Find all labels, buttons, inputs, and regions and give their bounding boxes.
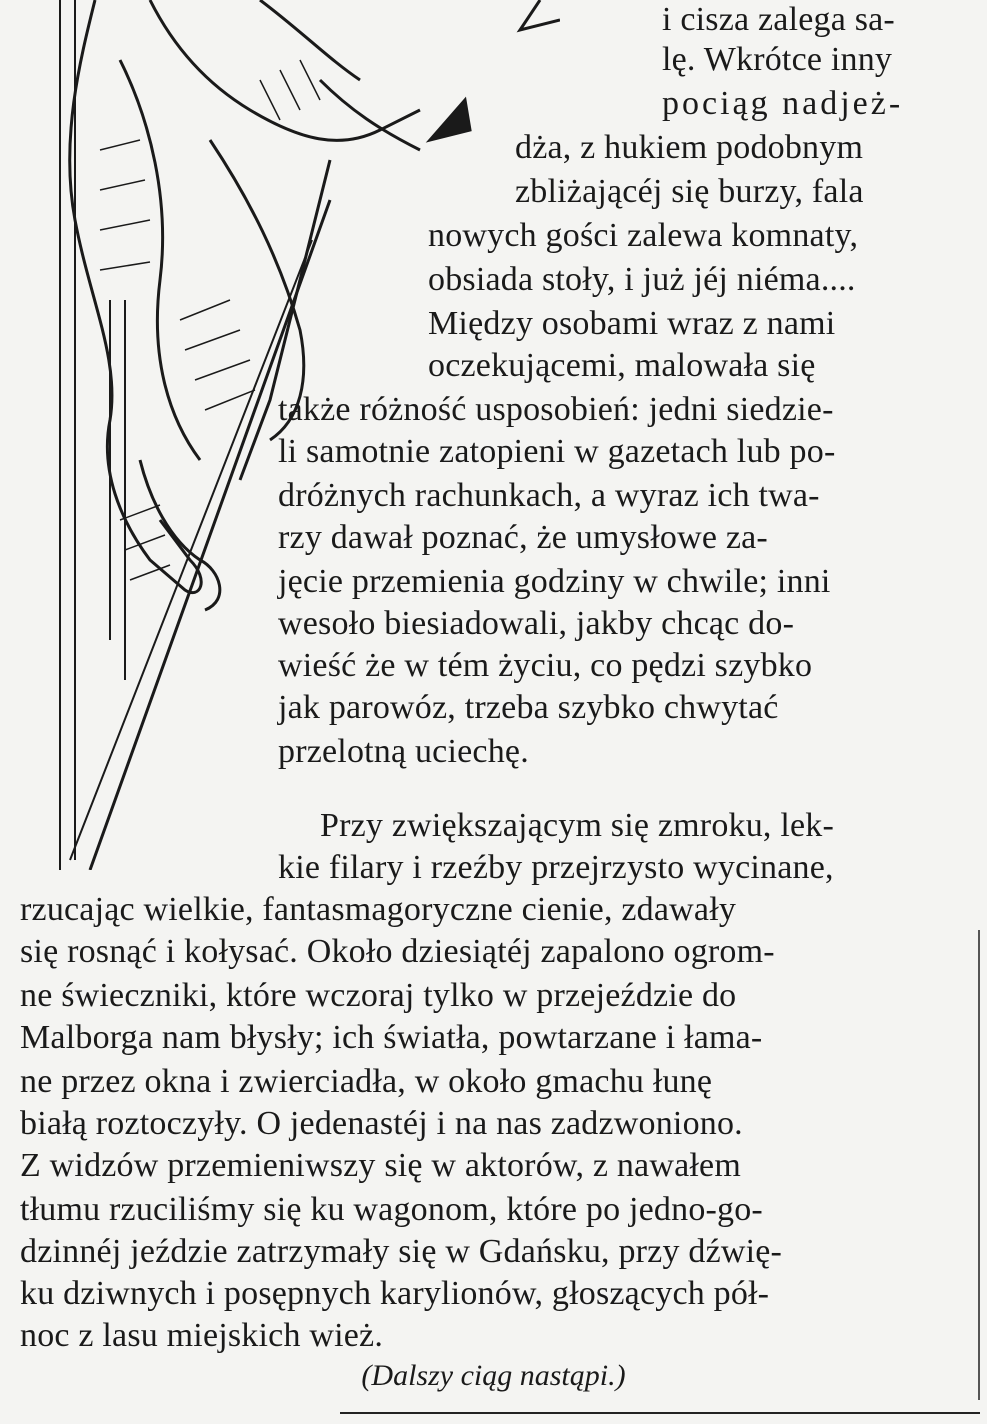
text-line: noc z lasu miejskich wież. [20, 1317, 384, 1354]
text-line: także różność usposobień: jedni siedzie- [278, 391, 834, 428]
text-line: oczekującemi, malowała się [428, 347, 816, 384]
text-line: wieść że w tém życiu, co pędzi szybko [278, 647, 813, 684]
text-line: ku dziwnych i posępnych karylionów, głoszących pół- [20, 1275, 770, 1312]
text-line: jęcie przemienia godziny w chwile; inni [278, 563, 831, 600]
text-line: dża, z hukiem podobnym [515, 129, 864, 166]
text-line: dzinnéj jeździe zatrzymały się w Gdańsku, przy dźwię- [20, 1233, 783, 1270]
text-line: Malborga nam błysły; ich światła, powtarzane i łama- [20, 1019, 763, 1056]
margin-rule [978, 930, 980, 1400]
text-line: nowych gości zalewa komnaty, [428, 217, 859, 254]
text-line: rzy dawał poznać, że umysłowe za- [278, 519, 768, 556]
text-line: obsiada stoły, i już jéj niéma.... [428, 261, 856, 298]
text-line: zbliżającéj się burzy, fala [515, 173, 864, 210]
text-line: jak parowóz, trzeba szybko chwytać [278, 689, 779, 726]
text-line: Przy zwiększającym się zmroku, lek- [320, 807, 834, 844]
text-line: li samotnie zatopieni w gazetach lub po- [278, 433, 836, 470]
text-line: przelotną uciechę. [278, 733, 529, 770]
text-line: rzucając wielkie, fantasmagoryczne cienie, zdawały [20, 891, 737, 928]
text-line: wesoło biesiadowali, jakby chcąc do- [278, 605, 795, 642]
text-line: kie filary i rzeźby przejrzysto wycinane, [278, 849, 834, 886]
text-line: lę. Wkrótce inny [662, 41, 893, 78]
text-line: i cisza zalega sa- [662, 1, 895, 38]
text-line: ne świeczniki, które wczoraj tylko w przejeździe do [20, 977, 737, 1014]
text-line: ne przez okna i zwierciadła, w około gmachu łunę [20, 1063, 713, 1100]
text-line: Z widzów przemieniwszy się w aktorów, z nawałem [20, 1147, 741, 1184]
text-line: białą roztoczyły. O jedenastéj i na nas zadzwoniono. [20, 1105, 743, 1142]
continuation-note: (Dalszy ciąg nastąpi.) [361, 1359, 626, 1392]
bottom-rule [340, 1412, 980, 1414]
text-line: pociąg nadjeż- [662, 85, 904, 122]
drapery-outline [70, 0, 202, 593]
text-line: Między osobami wraz z nami [428, 305, 836, 342]
text-line: tłumu rzuciliśmy się ku wagonom, które po jedno-go- [20, 1191, 763, 1228]
text-line: dróżnych rachunkach, a wyraz ich twa- [278, 477, 820, 514]
text-line: się rosnąć i kołysać. Około dziesiątéj zapalono ogrom- [20, 933, 775, 970]
